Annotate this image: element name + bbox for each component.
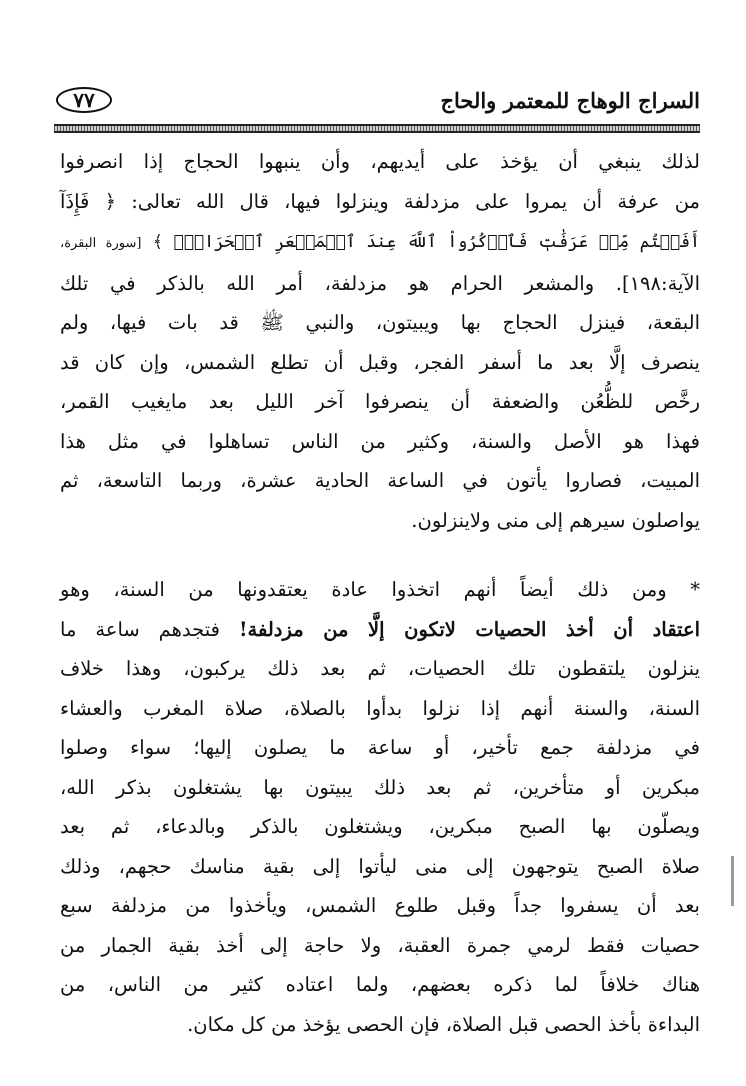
text-line: فهذا هو الأصل والسنة، وكثير من الناس تساهلوا في مثل هذا (60, 429, 700, 453)
quran-verse: أَفَضۡتُم مِّنۡ عَرَفَٰتٖ فَٱذۡكُرُواْ ٱللَّهَ عِندَ ٱلۡمَشۡعَرِ ٱلۡحَرَامِۖ ﴾ (152, 232, 701, 252)
header-rule (54, 124, 700, 133)
text-line: بعد أن يسفروا جداً وقبل طلوع الشمس، ويأخذوا من مزدلفة سبع (60, 894, 700, 917)
text-line-emphasis (60, 610, 700, 650)
text-line: المبيت، فصاروا يأتون في الساعة الحادية عشرة، وربما التاسعة، ثم (60, 469, 700, 492)
bold-phrase: اعتقاد أن أخذ الحصيات لاتكون إلَّا من مزدلفة! (238, 617, 700, 641)
text-line: * ومن ذلك أيضاً أنهم اتخذوا عادة يعتقدونها من السنة، وهو (60, 578, 700, 601)
text-line: من عرفة أن يمروا على مزدلفة وينزلوا فيها، قال الله تعالى: ﴿ فَإِذَآ (60, 189, 700, 213)
book-title: السراج الوهاج للمعتمر والحاج (440, 87, 700, 113)
paragraph-1 (60, 142, 700, 540)
quran-verse-line (60, 221, 700, 264)
text-line: ينزلون يلتقطون تلك الحصيات، ثم بعد ذلك يركبون، وهذا خلاف (60, 657, 700, 680)
text-line: الآية:١٩٨]. والمشعر الحرام هو مزدلفة، أمر الله بالذكر في تلك (60, 271, 700, 295)
text-line: السنة، والسنة أنهم إذا نزلوا بدأوا بالصلاة، صلاة المغرب والعشاء (60, 696, 700, 720)
text-line: البقعة، فينزل الحجاج بها ويبيتون، والنبي ﷺ قد بات فيها، ولم (60, 311, 700, 334)
text-line: لذلك ينبغي أن يؤخذ على أيديهم، وأن ينبهوا الحجاج إذا انصرفوا (60, 150, 700, 173)
paragraph-2 (60, 570, 700, 1044)
scan-margin-mark (731, 856, 734, 906)
text-segment: فتجدهم ساعة ما (60, 617, 239, 641)
text-line: هناك خلافاً لما ذكره بعضهم، ولما اعتاده كثير من الناس، من (60, 973, 700, 996)
text-line: رخَّص للظُّعُن والضعفة أن ينصرفوا آخر الليل بعد مايغيب القمر، (60, 390, 700, 413)
text-line: صلاة الصبح يتوجهون إلى منى ليأتوا إلى بقية مناسك حجهم، وذلك (60, 854, 700, 878)
text-line: البداءة بأخذ الحصى قبل الصلاة، فإن الحصى يؤخذ من كل مكان. (187, 1012, 700, 1036)
text-line: يواصلون سيرهم إلى منى ولاينزلون. (411, 508, 700, 532)
page-number: ٧٧ (56, 87, 112, 113)
page-header (56, 82, 700, 118)
text-line: في مزدلفة جمع تأخير، أو ساعة ما يصلون إليها؛ سواء وصلوا (60, 736, 700, 759)
text-line: ينصرف إلَّا بعد ما أسفر الفجر، وقبل أن تطلع الشمس، وإن كان قد (60, 350, 700, 374)
sura-reference: [سورة البقرة، (60, 236, 142, 251)
text-line: حصيات فقط لرمي جمرة العقبة، ولا حاجة إلى أخذ بقية الجمار من (60, 933, 700, 957)
text-line: مبكرين أو متأخرين، ثم بعد ذلك يبيتون بها يشتغلون بذكر الله، (60, 775, 700, 799)
text-line: ويصلّون بها الصبح مبكرين، ويشتغلون بالذكر وبالدعاء، ثم بعد (60, 815, 700, 838)
